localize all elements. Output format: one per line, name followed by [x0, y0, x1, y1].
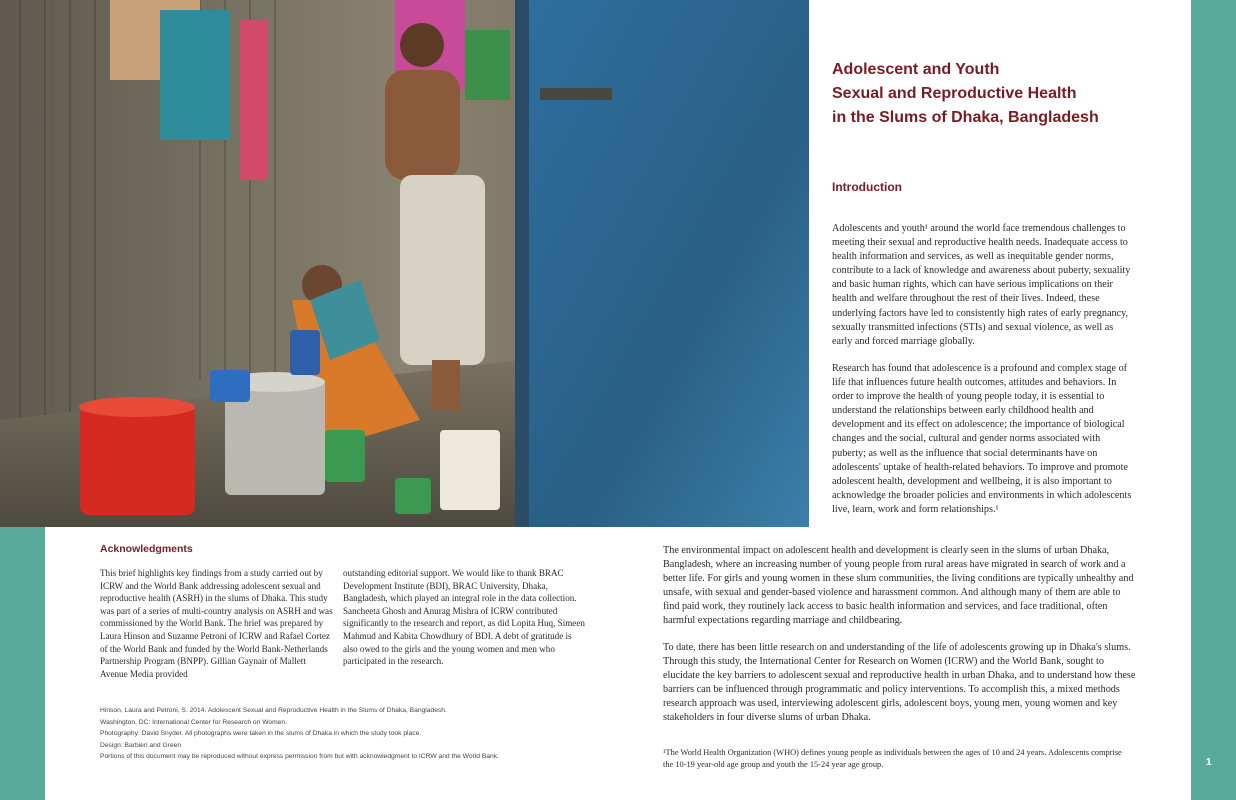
- teal-band-right: [1191, 0, 1236, 800]
- citation-block: [100, 705, 600, 763]
- acknowledgments-heading: Acknowledgments: [100, 543, 193, 555]
- acknowledgments-column-2: outstanding editorial support. We would like to thank BRAC Development Institute (BDI), BRAC University, Dhaka, Bangladesh, which played an integral role in the data collection. Sancheeta Ghosh and Anurag Mishra of ICRW contributed significantly to the research and report, as did Lopita Huq, Simeen Mahmud and Kabita Chowdhury of BDI. A debt of gratitude is also owed to the girls and the young women and men who participated in the research.: [343, 568, 585, 667]
- introduction-paragraph-1: Adolescents and youth¹ around the world face tremendous challenges to meeting their sexual and reproductive health needs. Inadequate access to health information and services, as well as inequitable gender norms, contribute to a lack of knowledge and awareness about puberty, sexuality and basic human rights, which can have serious implications on their health and welfare throughout the rest of their lives. Indeed, these underlying factors have led to consistently high rates of early pregnancy, sexually transmitted infections (STIs) and sexual violence, as well as early and forced marriage globally.: [832, 223, 1131, 347]
- page-number: 1: [1206, 757, 1212, 768]
- teal-band-left: [0, 527, 45, 800]
- cover-photo: [0, 0, 809, 527]
- body-paragraph-2: To date, there has been little research on and understanding of the life of adolescents growing up in Dhaka's slums. Through this study, the International Center for Research on Women (ICRW) and the World Bank, sought to elucidate the key barriers to adolescent sexual and reproductive health in urban Dhaka, and to understand how these barriers can be influenced through programmatic and policy interventions. To accomplish this, a mixed methods research approach was used, interviewing adolescent girls, adolescent boys, young men, young women and key stakeholders in four diverse slums of urban Dhaka.: [663, 642, 1136, 724]
- slum-courtyard-photo-icon: [0, 0, 809, 527]
- footnote: ¹The World Health Organization (WHO) defines young people as individuals between the ages of 10 and 24 years. Adolescents comprise the 10-19 year-old age group and youth the 15-24 year age group.: [663, 748, 1122, 769]
- acknowledgments-column-1: This brief highlights key findings from a study carried out by ICRW and the World Bank addressing adolescent sexual and reproductive health (ASRH) in the slums of Dhaka. This study was part of a series of multi-country analysis on ASRH and was commissioned by the World Bank. The brief was prepared by Laura Hinson and Suzanne Petroni of ICRW and Rafael Cortez of the World Bank and funded by the World Bank-Netherlands Partnership Program (BNPP). Gillian Gaynair of Mallett Avenue Media provided: [100, 568, 333, 679]
- citation-line: Washington, DC: International Center for Research on Women.: [100, 718, 287, 726]
- introduction-heading: Introduction: [832, 180, 902, 194]
- title-line-3: in the Slums of Dhaka, Bangladesh: [832, 109, 1099, 126]
- photography-credit: Photography: David Snyder. All photographs were taken in the slums of Dhaka in which the study took place.: [100, 730, 422, 737]
- title-line-2: Sexual and Reproductive Health: [832, 85, 1077, 102]
- design-credit: Design: Barbieri and Green: [100, 741, 182, 749]
- title-line-1: Adolescent and Youth: [832, 61, 1000, 78]
- citation-line: Hinson, Laura and Petroni, S. 2014. Adolescent Sexual and Reproductive Health in the Slums of Dhaka, Bangladesh.: [100, 707, 447, 714]
- introduction-paragraph-2: Research has found that adolescence is a profound and complex stage of life that influences future health outcomes, attitudes and behaviors. In order to improve the health of young people today, it is essential to understand the relationships between early childhood health and development and its effect on adolescence; the importance of biological changes and the social, cultural and gender norms associated with puberty; as well as the influence that social determinants have on adolescents' uptake of health-related behaviors. To improve and promote adolescent health, development and wellbeing, it is also important to acknowledge the broader policies and environments in which adolescents live, learn, work and form relationships.¹: [832, 363, 1132, 515]
- permissions-note: Portions of this document may be reproduced without express permission from but with acknowledgment to ICRW and the World Bank.: [100, 753, 499, 760]
- document-title: [832, 58, 1132, 130]
- body-paragraph-1: The environmental impact on adolescent health and development is clearly seen in the slums of urban Dhaka, Bangladesh, where an increasing number of young people from rural areas have migrated in search of work and a better life. For girls and young women in these slum communities, the living conditions are typically unhealthy and unsafe, with sexual and gender-based violence and harassment common. And although many of them are able to find paid work, they routinely lack access to basic health information and services, and face traditional, often harmful expectations regarding marriage and childbearing.: [663, 545, 1134, 627]
